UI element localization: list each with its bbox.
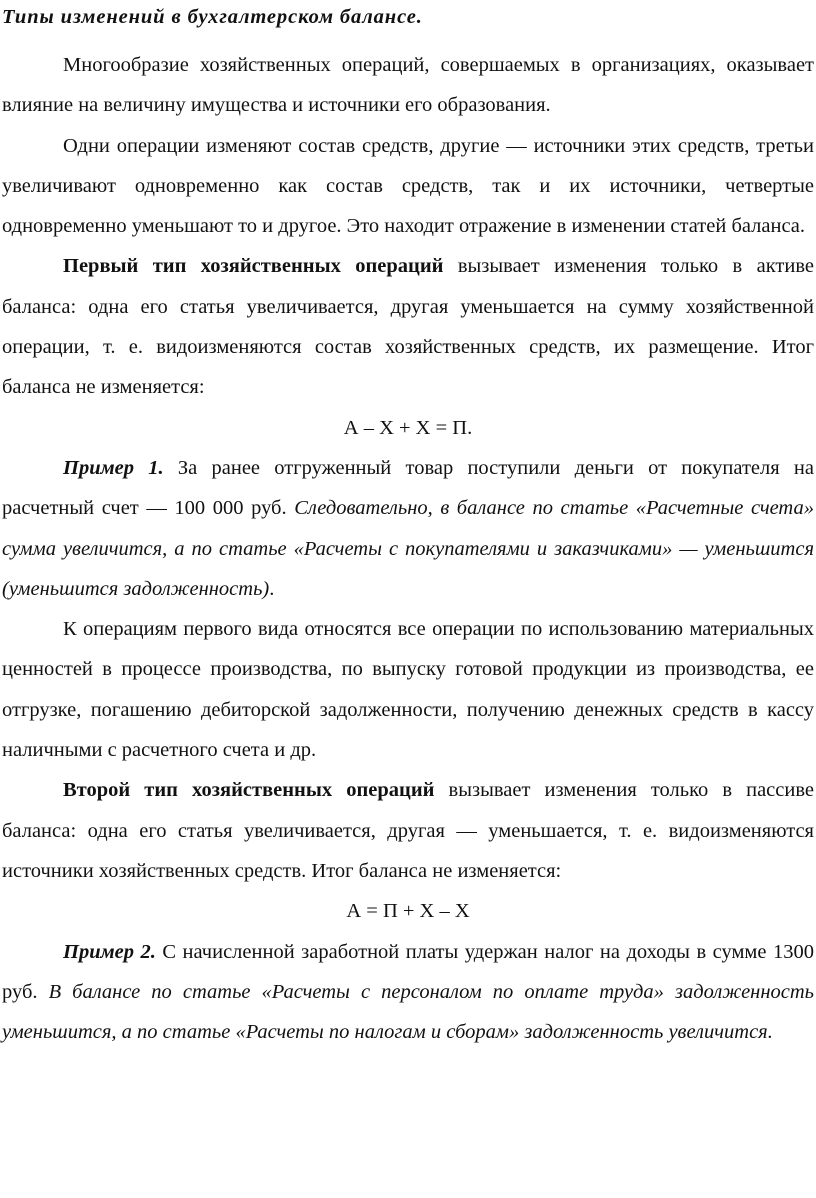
formula-second-type: А = П + Х – Х (346, 900, 470, 923)
section-title: Типы изменений в бухгалтерском балансе. (2, 6, 423, 28)
example-2-text: С начисленной заработной платы удержан налог на доходы в сумме 1300 руб. (2, 940, 814, 1003)
formula-first-type: А – Х + Х = П. (343, 416, 473, 439)
paragraph-intro: Многообразие хозяйственных операций, совершаемых в организациях, оказывает влияние на величину имущества и источники его образования. (2, 54, 814, 117)
paragraph-first-type (2, 246, 814, 407)
example-1-conclusion: Следовательно, в балансе по статье «Расчетные счета» сумма увеличится, а по статье «Расчеты с покупателями и заказчиками» — уменьшится (уменьшится задолженность) (2, 497, 814, 600)
example-1-end: . (269, 577, 275, 600)
first-type-description: вызывает изменения только в активе баланса: одна его статья увеличивается, другая уменьшается на сумму хозяйственной операции, т. е. видоизменяются состав хозяйственных средств, их размещение. Итог баланса не изменяется: (2, 255, 814, 399)
paragraph-second-type (2, 770, 814, 891)
paragraph-example-1 (2, 448, 814, 609)
second-type-description: вызывает изменения только в пассиве баланса: одна его статья увеличивается, другая — уменьшается, т. е. видоизменяются источники хозяйственных средств. Итог баланса не изменяется: (2, 779, 814, 882)
example-1-text: За ранее отгруженный товар поступили деньги от покупателя на расчетный счет — 100 000 руб. (2, 456, 814, 520)
example-2-conclusion: В балансе по статье «Расчеты с персоналом по оплате труда» задолженность уменьшится, а по статье «Расчеты по налогам и сборам» задолженность увеличится. (2, 980, 815, 1044)
paragraph-operation-kinds: Одни операции изменяют состав средств, другие — источники этих средств, третьи увеличивают одновременно как состав средств, так и их источники, четвертые одновременно уменьшают то и другое. Это находит отражение в изменении статей баланса. (2, 134, 814, 238)
paragraph-first-kind-operations: К операциям первого вида относятся все операции по использованию материальных ценностей в процессе производства, по выпуску готовой продукции из производства, ее отгрузке, погашению дебиторской задолженности, получению денежных средств в кассу наличными с расчетного счета и др. (2, 618, 814, 762)
example-1-label: Пример 1. (63, 456, 164, 479)
first-type-term: Первый тип хозяйственных операций (63, 255, 444, 278)
second-type-term: Второй тип хозяйственных операций (63, 779, 435, 802)
paragraph-example-2 (2, 932, 814, 1053)
example-2-label: Пример 2. (63, 940, 156, 963)
